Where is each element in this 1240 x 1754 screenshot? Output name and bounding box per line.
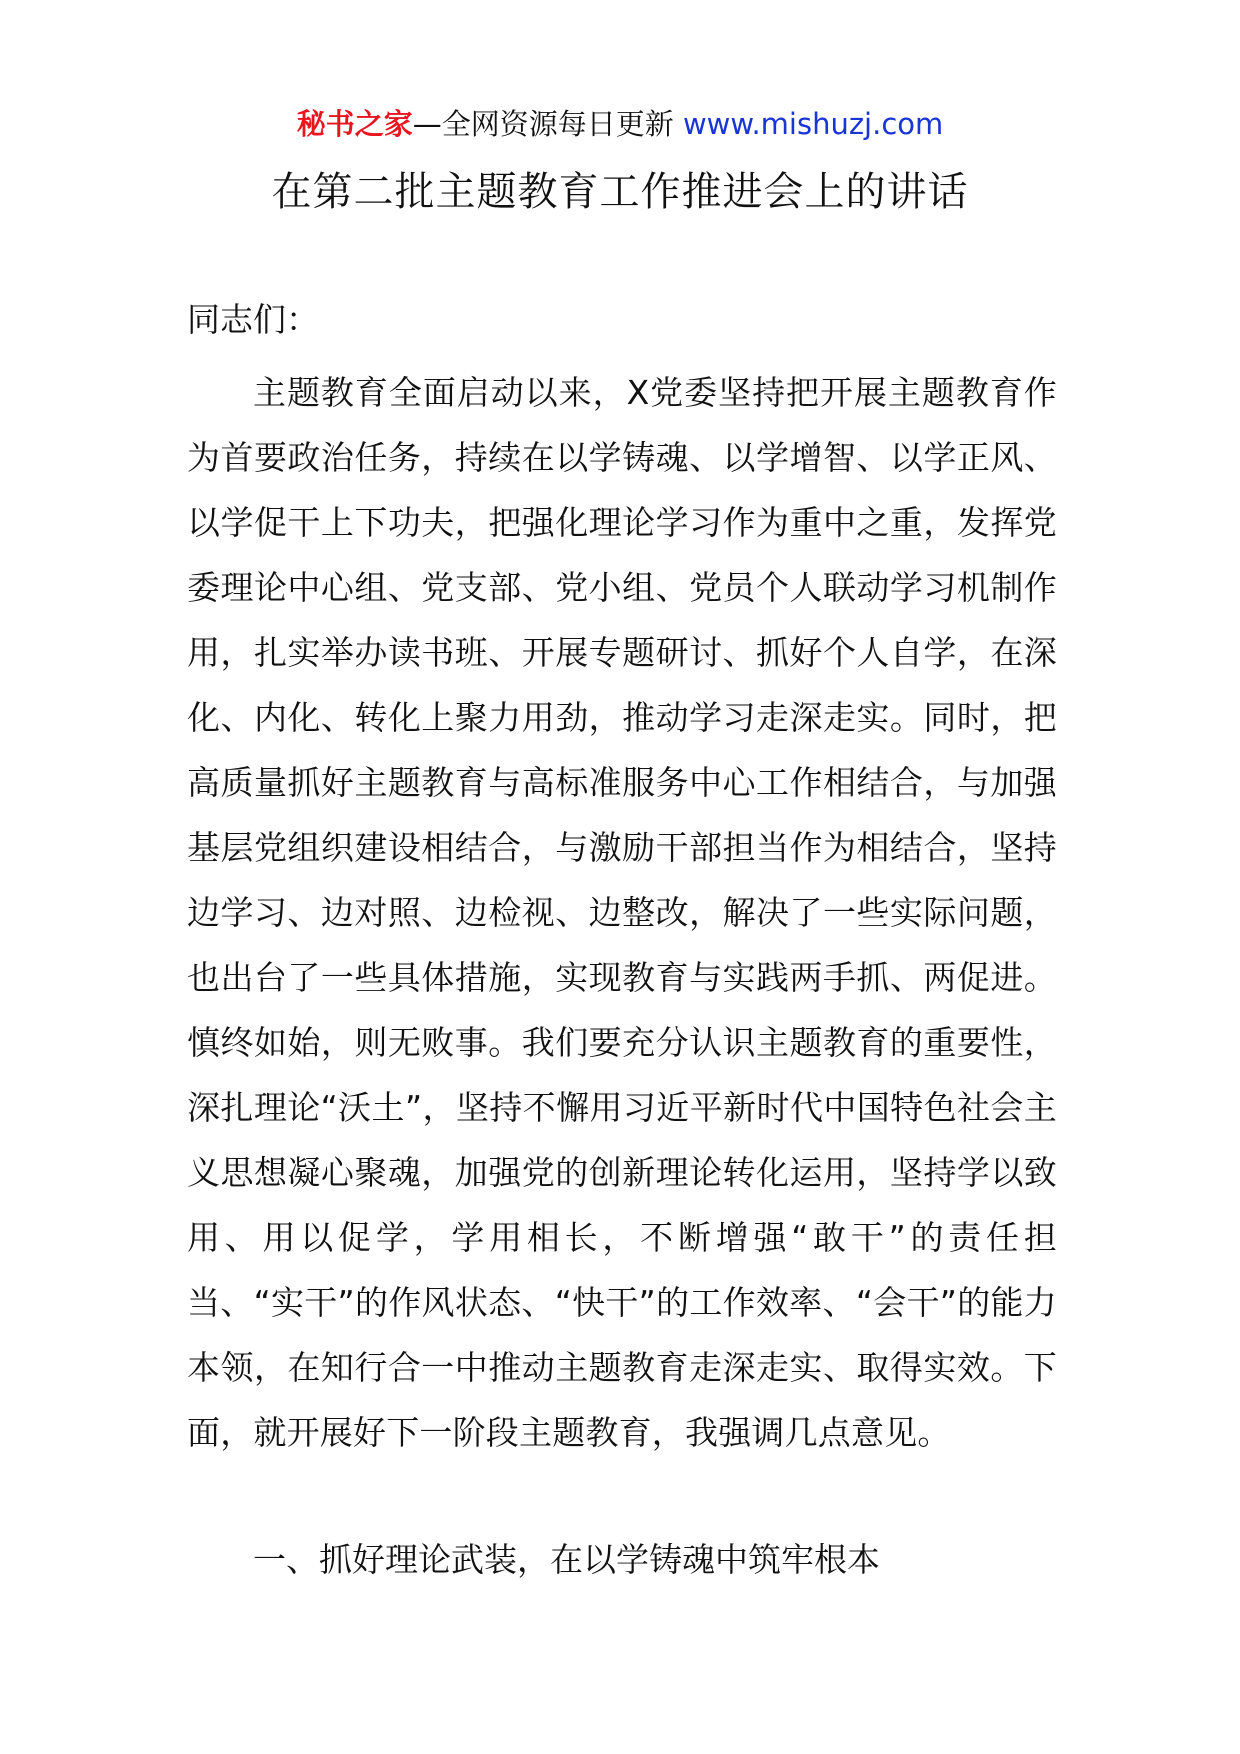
site-brand: 秘书之家 [296, 107, 413, 141]
site-banner [0, 104, 1240, 144]
section-heading: 一、抓好理论武装，在以学铸魂中筑牢根本 [253, 1540, 880, 1579]
document-title: 在第二批主题教育工作推进会上的讲话 [271, 169, 969, 215]
salutation: 同志们： [187, 300, 319, 339]
site-url-link[interactable]: www.mishuzj.com [682, 107, 944, 141]
body-paragraph: 主题教育全面启动以来，X党委坚持把开展主题教育作为首要政治任务，持续在以学铸魂、以学增智、以学正风、以学促干上下功夫，把强化理论学习作为重中之重，发挥党委理论中心组、党支部、党小组、党员个人联动学习机制作用，扎实举办读书班、开展专题研讨、抓好个人自学，在深化、内化、转化上聚力用劲，推动学习走深走实。同时，把高质量抓好主题教育与高标准服务中心工作相结合，与加强基层党组织建设相结合，与激励干部担当作为相结合，坚持边学习、边对照、边检视、边整改，解决了一些实际问题，也出台了一些具体措施，实现教育与实践两手抓、两促进。慎终如始，则无败事。我们要充分认识主题教育的重要性，深扎理论“沃土”，坚持不懈用习近平新时代中国特色社会主义思想凝心聚魂，加强党的创新理论转化运用，坚持学以致用、用以促学，学用相长，不断增强“敢干”的责任担当、“实干”的作风状态、“快干”的工作效率、“会干”的能力本领，在知行合一中推动主题教育走深走实、取得实效。下面，就开展好下一阶段主题教育，我强调几点意见。 [187, 373, 1057, 1452]
site-tagline: —全网资源每日更新 [412, 107, 674, 141]
